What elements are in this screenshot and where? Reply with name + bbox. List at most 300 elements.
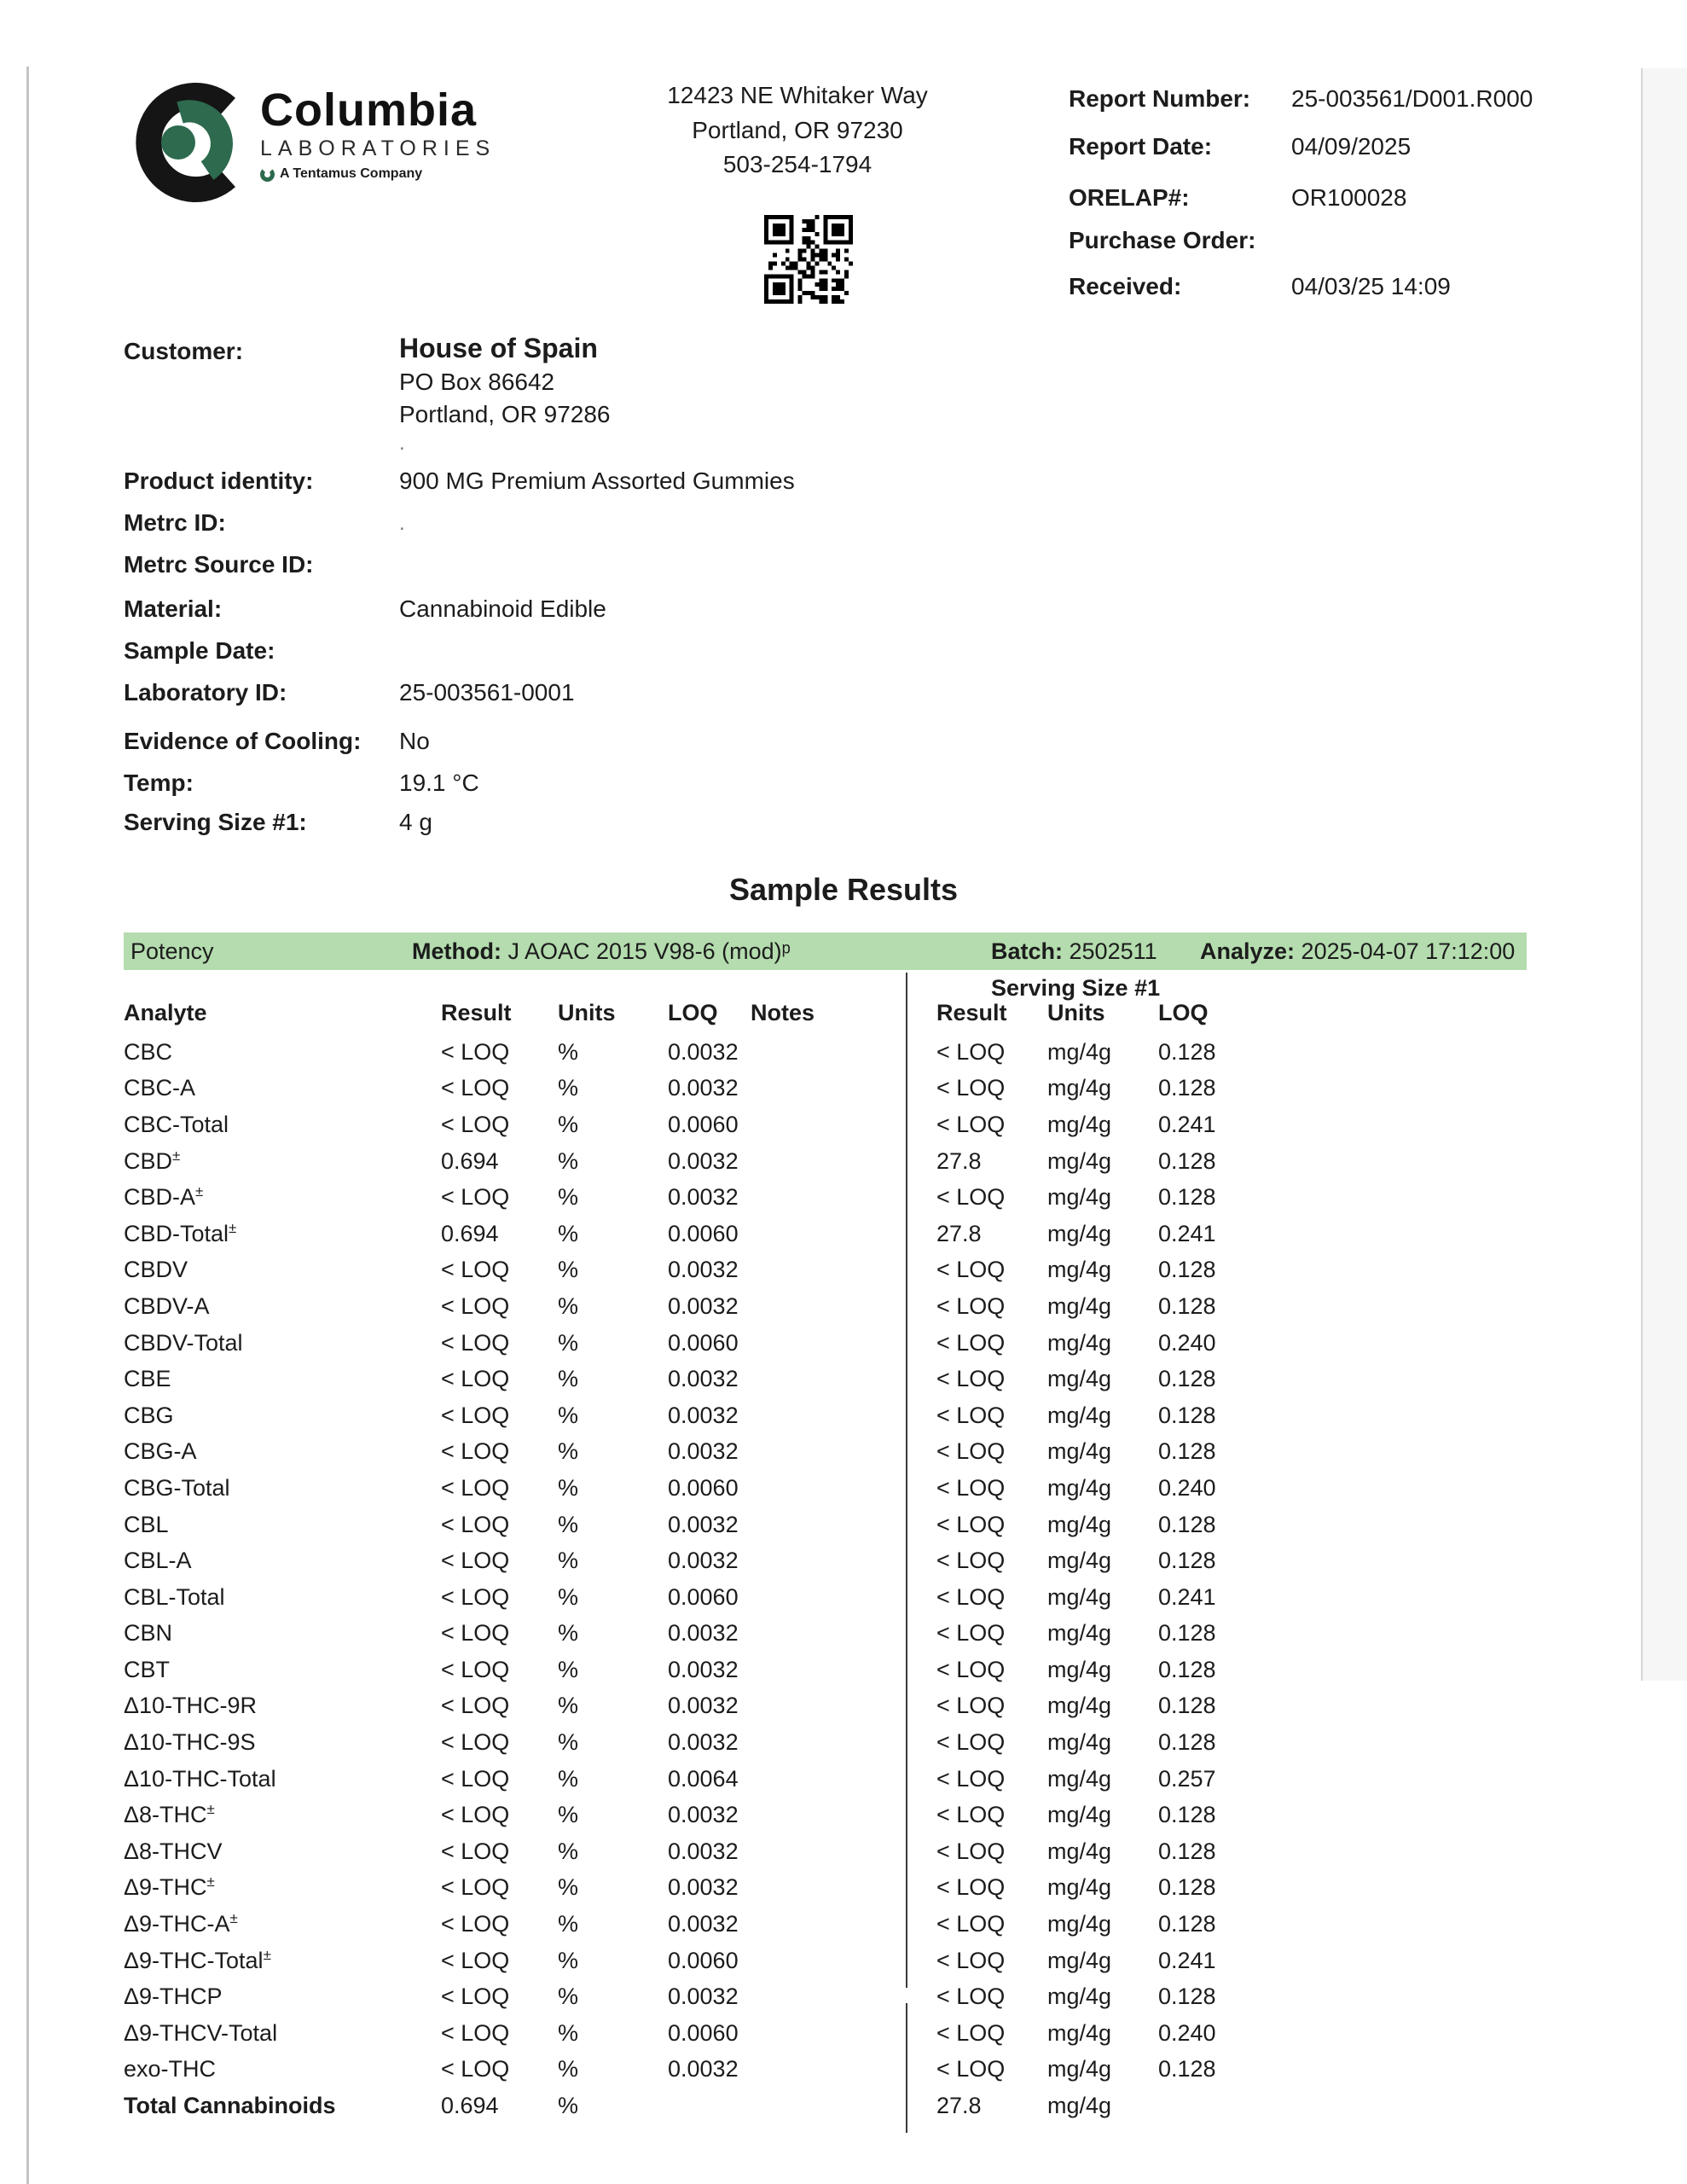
customer-note: .: [399, 432, 405, 455]
cell-l1: 0.0032: [668, 1729, 739, 1756]
cell-r1: < LOQ: [441, 1729, 510, 1756]
col-result-serving: Result: [936, 1000, 1007, 1025]
cell-u1: %: [558, 1583, 579, 1610]
cell-r2: < LOQ: [936, 1947, 1006, 1973]
cell-r1: < LOQ: [441, 2056, 510, 2082]
results-rows: [124, 1034, 1527, 2124]
cell-u2: mg/4g: [1047, 1474, 1112, 1501]
cell-u2: mg/4g: [1047, 1329, 1112, 1356]
cell-r1: < LOQ: [441, 1620, 510, 1647]
cell-l1: 0.0032: [668, 1548, 739, 1574]
cell-u2: mg/4g: [1047, 1838, 1112, 1864]
col-units: Units: [558, 1000, 616, 1025]
cell-u1: %: [558, 1947, 579, 1973]
cell-l1: 0.0032: [668, 1620, 739, 1647]
table-row: [124, 1833, 1527, 1870]
evidence-of-cooling-label: Evidence of Cooling:: [124, 728, 362, 754]
cell-a: CBDV-A: [124, 1292, 210, 1319]
logo-name: Columbia: [260, 84, 478, 136]
cell-r2: < LOQ: [936, 1583, 1006, 1610]
cell-l2: 0.241: [1158, 1111, 1216, 1137]
page-left-edge: [26, 67, 29, 2184]
cell-r2: < LOQ: [936, 1438, 1006, 1465]
cell-u2: mg/4g: [1047, 1729, 1112, 1756]
table-row: [124, 2015, 1527, 2052]
cell-r1: < LOQ: [441, 1075, 510, 1101]
report-date-label: Report Date:: [1069, 133, 1213, 160]
serving-size-column-header: Serving Size #1: [991, 975, 1161, 1001]
cell-l1: 0.0032: [668, 1292, 739, 1319]
cell-r2: < LOQ: [936, 1620, 1006, 1647]
cell-r1: < LOQ: [441, 1802, 510, 1828]
cell-l2: 0.128: [1158, 1402, 1216, 1428]
cell-a: CBG-Total: [124, 1474, 230, 1501]
cell-a: CBDV: [124, 1257, 188, 1283]
cell-r1: < LOQ: [441, 1111, 510, 1137]
cell-r2: < LOQ: [936, 2056, 1006, 2082]
logo-subtitle: LABORATORIES: [260, 136, 496, 160]
cell-l1: 0.0064: [668, 1765, 739, 1792]
columbia-laboratories-logo: [125, 82, 526, 210]
cell-u2: mg/4g: [1047, 1366, 1112, 1392]
cell-l1: 0.0032: [668, 1075, 739, 1101]
cell-r2: < LOQ: [936, 1729, 1006, 1756]
cell-u1: %: [558, 1184, 579, 1211]
cell-a: CBT: [124, 1656, 170, 1682]
cell-l2: 0.128: [1158, 1802, 1216, 1828]
cell-u1: %: [558, 1220, 579, 1246]
cell-a: Δ9-THC-Total±: [124, 1946, 271, 1973]
temp-label: Temp:: [124, 770, 194, 796]
cell-u2: mg/4g: [1047, 1292, 1112, 1319]
table-row: [124, 2052, 1527, 2088]
cell-l1: 0.0060: [668, 1220, 739, 1246]
cell-r1: < LOQ: [441, 2019, 510, 2046]
cell-r2: < LOQ: [936, 1511, 1006, 1537]
cell-r2: < LOQ: [936, 1874, 1006, 1901]
cell-u2: mg/4g: [1047, 1220, 1112, 1246]
report-date-value: 04/09/2025: [1291, 133, 1412, 160]
cell-r2: < LOQ: [936, 1075, 1006, 1101]
cell-r1: < LOQ: [441, 1947, 510, 1973]
lab-address-line: 503-254-1794: [722, 151, 872, 178]
cell-u1: %: [558, 1620, 579, 1647]
cell-l2: 0.128: [1158, 1729, 1216, 1756]
cell-l2: 0.128: [1158, 1511, 1216, 1537]
customer-label: Customer:: [124, 338, 244, 364]
cell-a: CBC-Total: [124, 1111, 229, 1137]
table-row: [124, 1071, 1527, 1107]
customer-address-line: PO Box 86642: [399, 369, 555, 395]
cell-l1: 0.0032: [668, 1656, 739, 1682]
cell-l2: 0.128: [1158, 1838, 1216, 1864]
cell-a: Δ10-THC-9S: [124, 1729, 256, 1756]
cell-r2: < LOQ: [936, 1838, 1006, 1864]
cell-r1: < LOQ: [441, 1402, 510, 1428]
cell-r2: < LOQ: [936, 1111, 1006, 1137]
sample-results-title: Sample Results: [728, 872, 959, 907]
cell-l2: 0.241: [1158, 1220, 1216, 1246]
material-label: Material:: [124, 595, 223, 622]
table-row: [124, 1252, 1527, 1289]
cell-u2: mg/4g: [1047, 1656, 1112, 1682]
customer-address-line: Portland, OR 97286: [399, 401, 611, 427]
cell-r2: < LOQ: [936, 2019, 1006, 2046]
cell-u1: %: [558, 2019, 579, 2046]
cell-u1: %: [558, 1474, 579, 1501]
cell-u1: %: [558, 1511, 579, 1537]
cell-r2: < LOQ: [936, 1911, 1006, 1937]
cell-l2: 0.128: [1158, 1147, 1216, 1174]
cell-r2: < LOQ: [936, 1402, 1006, 1428]
cell-l2: 0.128: [1158, 1620, 1216, 1647]
cell-a: Δ9-THC±: [124, 1873, 215, 1901]
cell-l2: 0.128: [1158, 1656, 1216, 1682]
cell-r1: 0.694: [441, 1220, 499, 1246]
potency-label: Potency: [130, 938, 214, 964]
cell-r1: < LOQ: [441, 1438, 510, 1465]
table-row: [124, 1216, 1527, 1252]
cell-r2: < LOQ: [936, 1329, 1006, 1356]
lab-address-line: 12423 NE Whitaker Way: [667, 82, 928, 108]
potency-section-bar: [124, 932, 1527, 970]
cell-l1: 0.0032: [668, 1693, 739, 1719]
cell-l1: 0.0032: [668, 1838, 739, 1864]
cell-r1: < LOQ: [441, 1474, 510, 1501]
cell-u1: %: [558, 1984, 579, 2010]
analyze-label: Analyze:: [1200, 938, 1296, 964]
cell-a: CBC-A: [124, 1075, 196, 1101]
cell-u2: mg/4g: [1047, 1947, 1112, 1973]
cell-l1: 0.0060: [668, 1947, 739, 1973]
cell-u2: mg/4g: [1047, 1438, 1112, 1465]
cell-a: CBD-A±: [124, 1183, 204, 1211]
cell-u1: %: [558, 1838, 579, 1864]
table-row: [124, 1652, 1527, 1688]
lab-address-line: Portland, OR 97230: [692, 116, 903, 143]
cell-u2: mg/4g: [1047, 1038, 1112, 1065]
cell-l1: 0.0032: [668, 1038, 739, 1065]
cell-l2: 0.240: [1158, 1329, 1216, 1356]
customer-name: House of Spain: [399, 333, 598, 363]
cell-r1: < LOQ: [441, 1292, 510, 1319]
cell-r1: < LOQ: [441, 1548, 510, 1574]
cell-u1: %: [558, 1656, 579, 1682]
cell-l1: 0.0060: [668, 1329, 739, 1356]
cell-a: CBE: [124, 1366, 171, 1392]
cell-u1: %: [558, 2093, 579, 2119]
table-row: [124, 1507, 1527, 1543]
cell-r1: < LOQ: [441, 1838, 510, 1864]
cell-l1: 0.0032: [668, 1184, 739, 1211]
metrc-source-label: Metrc Source ID:: [124, 551, 314, 578]
laboratory-id-value: 25-003561-0001: [399, 679, 575, 706]
serving-size-label: Serving Size #1:: [124, 809, 307, 835]
orelap-label: ORELAP#:: [1069, 184, 1190, 211]
cell-l1: 0.0032: [668, 1802, 739, 1828]
cell-l2: 0.128: [1158, 1257, 1216, 1283]
analyze-text: [1200, 938, 1515, 965]
cell-u1: %: [558, 1402, 579, 1428]
cell-a: CBN: [124, 1620, 173, 1647]
table-row: [124, 1325, 1527, 1362]
cell-u2: mg/4g: [1047, 1874, 1112, 1901]
analyze-value: 2025-04-07 17:12:00: [1295, 938, 1516, 964]
col-result: Result: [441, 1000, 512, 1025]
cell-l2: 0.128: [1158, 1693, 1216, 1719]
cell-u2: mg/4g: [1047, 1257, 1112, 1283]
table-row: [124, 1978, 1527, 2015]
table-row: [124, 1361, 1527, 1397]
product-identity-value: 900 MG Premium Assorted Gummies: [399, 468, 795, 494]
logo-c-icon: [125, 82, 246, 203]
cell-u1: %: [558, 1548, 579, 1574]
cell-a: Δ9-THCP: [124, 1984, 223, 2010]
cell-l1: 0.0032: [668, 1984, 739, 2010]
table-row: [124, 1107, 1527, 1143]
cell-l2: 0.128: [1158, 1438, 1216, 1465]
cell-l2: 0.257: [1158, 1765, 1216, 1792]
cell-a: Δ8-THCV: [124, 1838, 223, 1864]
cell-a: CBG-A: [124, 1438, 197, 1465]
cell-u2: mg/4g: [1047, 1511, 1112, 1537]
cell-u1: %: [558, 1257, 579, 1283]
received-value: 04/03/25 14:09: [1291, 273, 1451, 299]
cell-a: CBG: [124, 1402, 174, 1428]
report-number-value: 25-003561/D001.R000: [1291, 85, 1533, 112]
cell-u2: mg/4g: [1047, 1802, 1112, 1828]
cell-a: exo-THC: [124, 2056, 217, 2082]
cell-a: Total Cannabinoids: [124, 2093, 336, 2119]
col-notes: Notes: [751, 1000, 815, 1025]
cell-r1: < LOQ: [441, 1984, 510, 2010]
table-row: [124, 2088, 1527, 2124]
table-row: [124, 1906, 1527, 1943]
table-row: [124, 1724, 1527, 1761]
cell-u1: %: [558, 1438, 579, 1465]
cell-l2: 0.240: [1158, 1474, 1216, 1501]
table-row: [124, 1288, 1527, 1325]
sample-date-label: Sample Date:: [124, 637, 275, 664]
lab-address: [631, 78, 964, 183]
table-row: [124, 1034, 1527, 1071]
cell-u1: %: [558, 1729, 579, 1756]
report-number-label: Report Number:: [1069, 85, 1251, 112]
cell-u2: mg/4g: [1047, 2093, 1112, 2119]
method-text: [412, 938, 791, 965]
cell-l2: 0.128: [1158, 1366, 1216, 1392]
cell-l2: 0.128: [1158, 1292, 1216, 1319]
cell-u1: %: [558, 1292, 579, 1319]
cell-l1: 0.0032: [668, 2056, 739, 2082]
table-row: [124, 1870, 1527, 1907]
cell-l1: 0.0060: [668, 1474, 739, 1501]
cell-r1: < LOQ: [441, 1874, 510, 1901]
col-loq-serving: LOQ: [1158, 1000, 1209, 1025]
cell-r1: 0.694: [441, 2093, 499, 2119]
cell-r1: 0.694: [441, 1147, 499, 1174]
cell-r2: 27.8: [936, 1147, 982, 1174]
table-row: [124, 1470, 1527, 1507]
material-value: Cannabinoid Edible: [399, 595, 606, 622]
cell-l1: 0.0060: [668, 2019, 739, 2046]
cell-r2: < LOQ: [936, 1548, 1006, 1574]
cell-l2: 0.128: [1158, 1984, 1216, 2010]
metrc-id-label: Metrc ID:: [124, 509, 226, 536]
cell-u2: mg/4g: [1047, 1184, 1112, 1211]
cell-u1: %: [558, 1111, 579, 1137]
table-row: [124, 1797, 1527, 1833]
cell-u1: %: [558, 2056, 579, 2082]
cell-u2: mg/4g: [1047, 1984, 1112, 2010]
cell-l1: 0.0032: [668, 1438, 739, 1465]
logo-tagline-text: A Tentamus Company: [280, 166, 423, 181]
temp-value: 19.1 °C: [399, 770, 479, 796]
cell-u2: mg/4g: [1047, 1693, 1112, 1719]
received-label: Received:: [1069, 273, 1182, 299]
laboratory-id-label: Laboratory ID:: [124, 679, 287, 706]
cell-r2: < LOQ: [936, 1984, 1006, 2010]
cell-u1: %: [558, 1765, 579, 1792]
cell-u1: %: [558, 1802, 579, 1828]
table-row: [124, 1688, 1527, 1725]
cell-r2: < LOQ: [936, 1184, 1006, 1211]
cell-a: CBD±: [124, 1147, 181, 1174]
table-row: [124, 1143, 1527, 1180]
metrc-id-value: .: [399, 512, 405, 535]
cell-l1: 0.0032: [668, 1366, 739, 1392]
cell-a: Δ8-THC±: [124, 1801, 215, 1828]
purchase-order-label: Purchase Order:: [1069, 227, 1256, 253]
cell-l2: 0.128: [1158, 1075, 1216, 1101]
cell-l2: 0.240: [1158, 2019, 1216, 2046]
cell-l1: 0.0032: [668, 1402, 739, 1428]
cell-a: Δ9-THCV-Total: [124, 2019, 278, 2046]
cell-a: Δ10-THC-9R: [124, 1693, 258, 1719]
cell-u2: mg/4g: [1047, 1111, 1112, 1137]
cell-a: CBDV-Total: [124, 1329, 243, 1356]
cell-u1: %: [558, 1075, 579, 1101]
cell-l2: 0.128: [1158, 2056, 1216, 2082]
cell-u2: mg/4g: [1047, 1620, 1112, 1647]
cell-r2: < LOQ: [936, 1693, 1006, 1719]
table-row: [124, 1943, 1527, 1979]
cell-a: Δ10-THC-Total: [124, 1765, 276, 1792]
col-units-serving: Units: [1047, 1000, 1105, 1025]
cell-u1: %: [558, 1329, 579, 1356]
cell-l2: 0.128: [1158, 1911, 1216, 1937]
cell-u1: %: [558, 1366, 579, 1392]
qr-code: [764, 215, 853, 304]
table-row: [124, 1542, 1527, 1579]
cell-r2: < LOQ: [936, 1257, 1006, 1283]
cell-a: CBL-Total: [124, 1583, 225, 1610]
cell-l2: 0.241: [1158, 1583, 1216, 1610]
results-header-row: [124, 1000, 1527, 1026]
cell-r2: < LOQ: [936, 1656, 1006, 1682]
cell-u2: mg/4g: [1047, 1548, 1112, 1574]
cell-u1: %: [558, 1911, 579, 1937]
cell-r1: < LOQ: [441, 1765, 510, 1792]
cell-l2: 0.128: [1158, 1874, 1216, 1901]
cell-a: CBL: [124, 1511, 169, 1537]
cell-r1: < LOQ: [441, 1257, 510, 1283]
table-row: [124, 1616, 1527, 1653]
col-loq: LOQ: [668, 1000, 718, 1025]
cell-u2: mg/4g: [1047, 2056, 1112, 2082]
batch-value: 2502511: [1063, 938, 1157, 964]
batch-text: [991, 938, 1157, 965]
cell-r1: < LOQ: [441, 1693, 510, 1719]
cell-r2: 27.8: [936, 2093, 982, 2119]
cell-u2: mg/4g: [1047, 1765, 1112, 1792]
cell-r2: 27.8: [936, 1220, 982, 1246]
col-analyte: Analyte: [124, 1000, 207, 1025]
cell-u2: mg/4g: [1047, 1911, 1112, 1937]
cell-u1: %: [558, 1874, 579, 1901]
cell-u2: mg/4g: [1047, 2019, 1112, 2046]
orelap-value: OR100028: [1291, 184, 1407, 211]
cell-u2: mg/4g: [1047, 1583, 1112, 1610]
cell-a: Δ9-THC-A±: [124, 1910, 238, 1937]
cell-l1: 0.0060: [668, 1583, 739, 1610]
cell-r1: < LOQ: [441, 1583, 510, 1610]
cell-r1: < LOQ: [441, 1329, 510, 1356]
cell-r2: < LOQ: [936, 1765, 1006, 1792]
cell-r1: < LOQ: [441, 1511, 510, 1537]
cell-l1: 0.0032: [668, 1147, 739, 1174]
cell-u1: %: [558, 1147, 579, 1174]
table-row: [124, 1761, 1527, 1798]
evidence-of-cooling-value: No: [399, 728, 430, 754]
batch-label: Batch:: [991, 938, 1064, 964]
cell-r1: < LOQ: [441, 1656, 510, 1682]
method-value: J AOAC 2015 V98-6 (mod)ᵖ: [501, 938, 791, 964]
cell-r2: < LOQ: [936, 1366, 1006, 1392]
cell-l2: 0.241: [1158, 1947, 1216, 1973]
cell-r1: < LOQ: [441, 1184, 510, 1211]
cell-a: CBC: [124, 1038, 173, 1065]
cell-l1: 0.0032: [668, 1874, 739, 1901]
cell-a: CBD-Total±: [124, 1219, 237, 1246]
table-row: [124, 1179, 1527, 1216]
table-row: [124, 1397, 1527, 1434]
serving-size-value: 4 g: [399, 809, 432, 835]
cell-r2: < LOQ: [936, 1038, 1006, 1065]
cell-r2: < LOQ: [936, 1474, 1006, 1501]
cell-l1: 0.0032: [668, 1511, 739, 1537]
cell-u2: mg/4g: [1047, 1147, 1112, 1174]
cell-u2: mg/4g: [1047, 1075, 1112, 1101]
cell-l2: 0.128: [1158, 1184, 1216, 1211]
cell-u1: %: [558, 1038, 579, 1065]
cell-r2: < LOQ: [936, 1292, 1006, 1319]
method-label: Method:: [412, 938, 501, 964]
cell-a: CBL-A: [124, 1548, 192, 1574]
product-identity-label: Product identity:: [124, 468, 314, 494]
cell-r1: < LOQ: [441, 1038, 510, 1065]
table-row: [124, 1434, 1527, 1471]
cell-u1: %: [558, 1693, 579, 1719]
cell-l2: 0.128: [1158, 1038, 1216, 1065]
cell-l2: 0.128: [1158, 1548, 1216, 1574]
cell-r1: < LOQ: [441, 1911, 510, 1937]
cell-l1: 0.0032: [668, 1911, 739, 1937]
cell-u2: mg/4g: [1047, 1402, 1112, 1428]
cell-r2: < LOQ: [936, 1802, 1006, 1828]
tentamus-icon: [260, 167, 275, 182]
logo-tagline: [260, 166, 496, 182]
